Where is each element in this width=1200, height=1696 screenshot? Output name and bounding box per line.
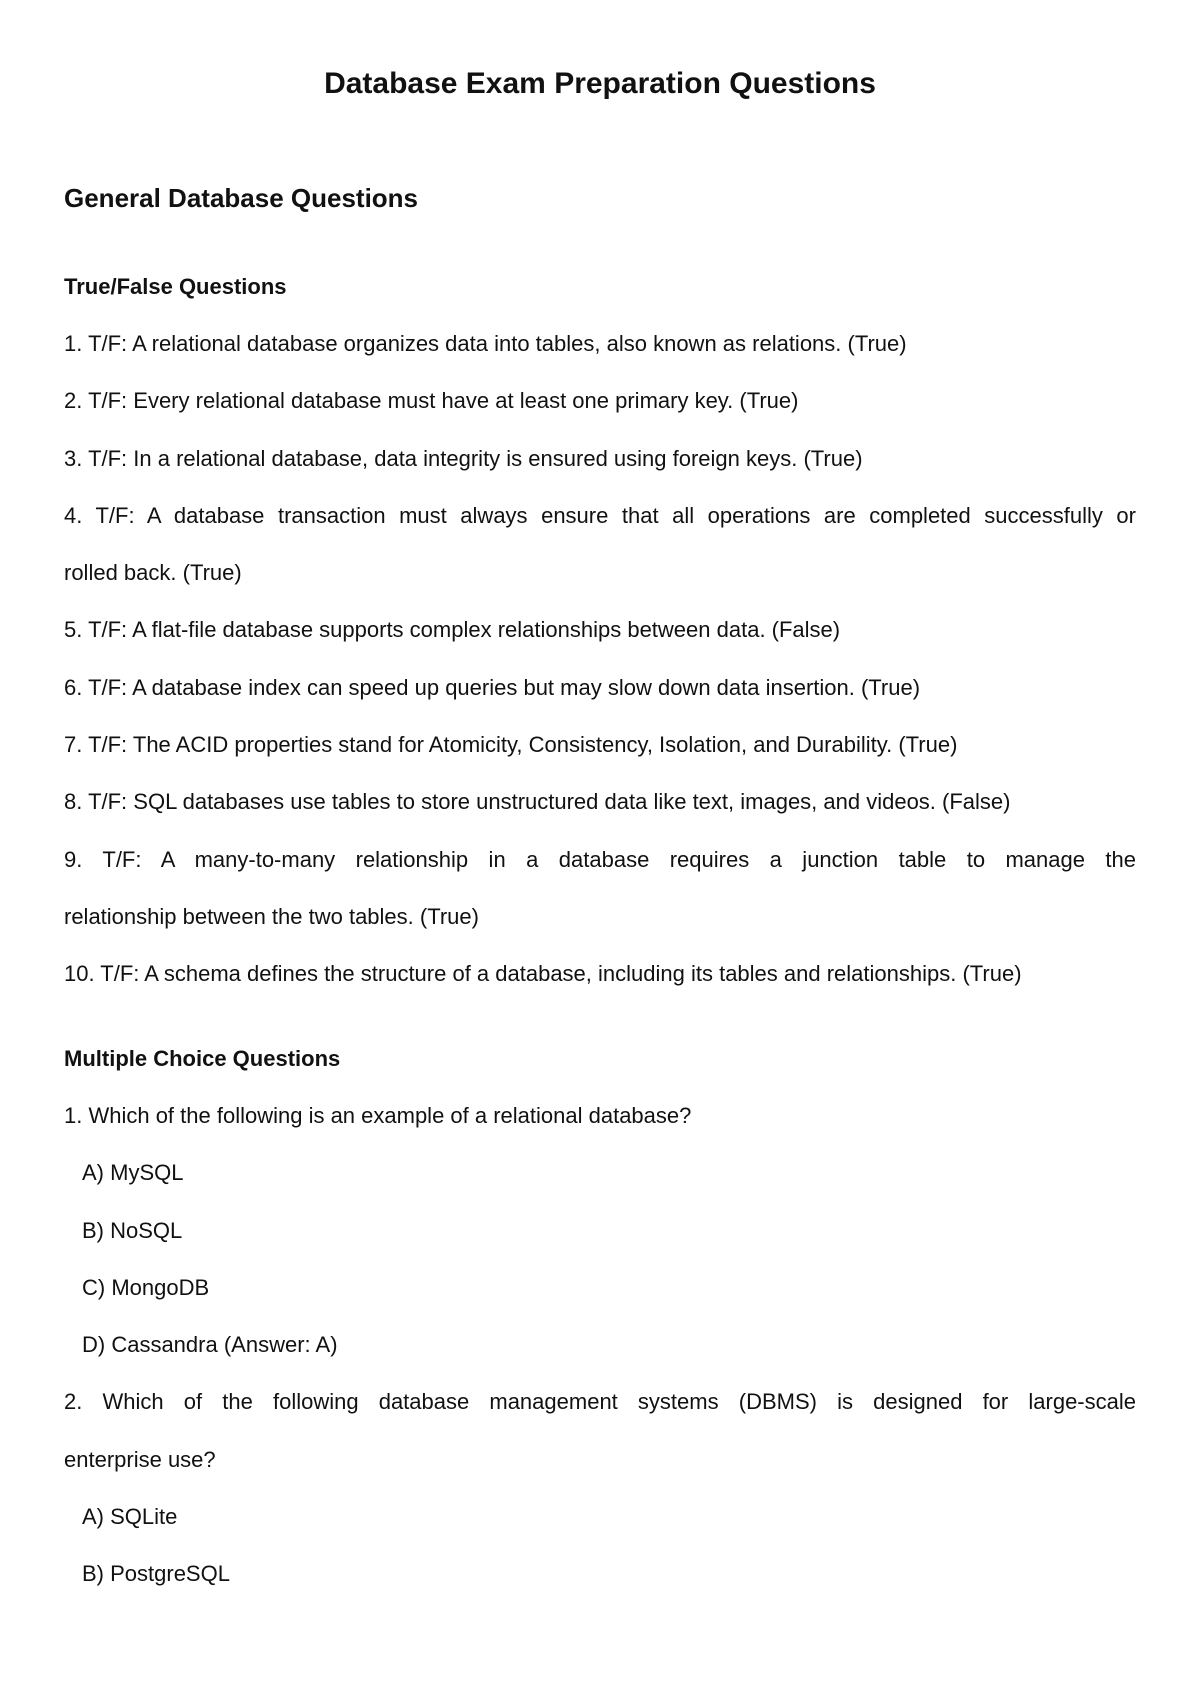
tf-question-2: 2. T/F: Every relational database must have at least one primary key. (True)	[64, 388, 799, 414]
mc-question-1: 1. Which of the following is an example of a relational database?	[64, 1103, 692, 1128]
mc-question-2-option-a: A) SQLite	[82, 1504, 178, 1530]
mc-question-1-option-b: B) NoSQL	[82, 1217, 183, 1243]
multiple-choice-heading: Multiple Choice Questions	[64, 1046, 341, 1071]
tf-question-10: 10. T/F: A schema defines the structure of a database, including its tables and relationships. (True)	[64, 961, 1022, 987]
tf-question-6: 6. T/F: A database index can speed up queries but may slow down data insertion. (True)	[64, 674, 921, 700]
mc-question-2: 2. Which of the following database management systems (DBMS) is designed for large-scale	[64, 1389, 1136, 1415]
document-title: Database Exam Preparation Questions	[324, 67, 876, 100]
mc-question-1-option-c: C) MongoDB	[82, 1274, 210, 1300]
tf-question-7: 7. T/F: The ACID properties stand for Atomicity, Consistency, Isolation, and Durability. (True)	[64, 732, 958, 758]
tf-question-4: 4. T/F: A database transaction must always ensure that all operations are completed successfully or	[64, 502, 1136, 528]
mc-question-2-continued: enterprise use?	[64, 1446, 216, 1472]
section-title-general: General Database Questions	[64, 183, 419, 213]
true-false-list	[64, 328, 1136, 1016]
tf-question-5: 5. T/F: A flat-file database supports complex relationships between data. (False)	[64, 617, 841, 643]
mc-question-2-option-b: B) PostgreSQL	[82, 1561, 230, 1587]
mc-question-1-option-d: D) Cassandra (Answer: A)	[82, 1332, 338, 1358]
tf-question-8: 8. T/F: SQL databases use tables to store unstructured data like text, images, and videos. (False)	[64, 789, 1011, 815]
tf-question-1: 1. T/F: A relational database organizes data into tables, also known as relations. (True)	[64, 331, 907, 356]
tf-question-4-continued: rolled back. (True)	[64, 560, 242, 586]
true-false-heading: True/False Questions	[64, 274, 287, 299]
tf-question-9: 9. T/F: A many-to-many relationship in a database requires a junction table to manage the	[64, 846, 1136, 872]
multiple-choice-list	[64, 1100, 1136, 1616]
tf-question-3: 3. T/F: In a relational database, data integrity is ensured using foreign keys. (True)	[64, 445, 863, 471]
mc-question-1-option-a: A) MySQL	[82, 1160, 184, 1186]
tf-question-9-continued: relationship between the two tables. (True)	[64, 903, 479, 929]
